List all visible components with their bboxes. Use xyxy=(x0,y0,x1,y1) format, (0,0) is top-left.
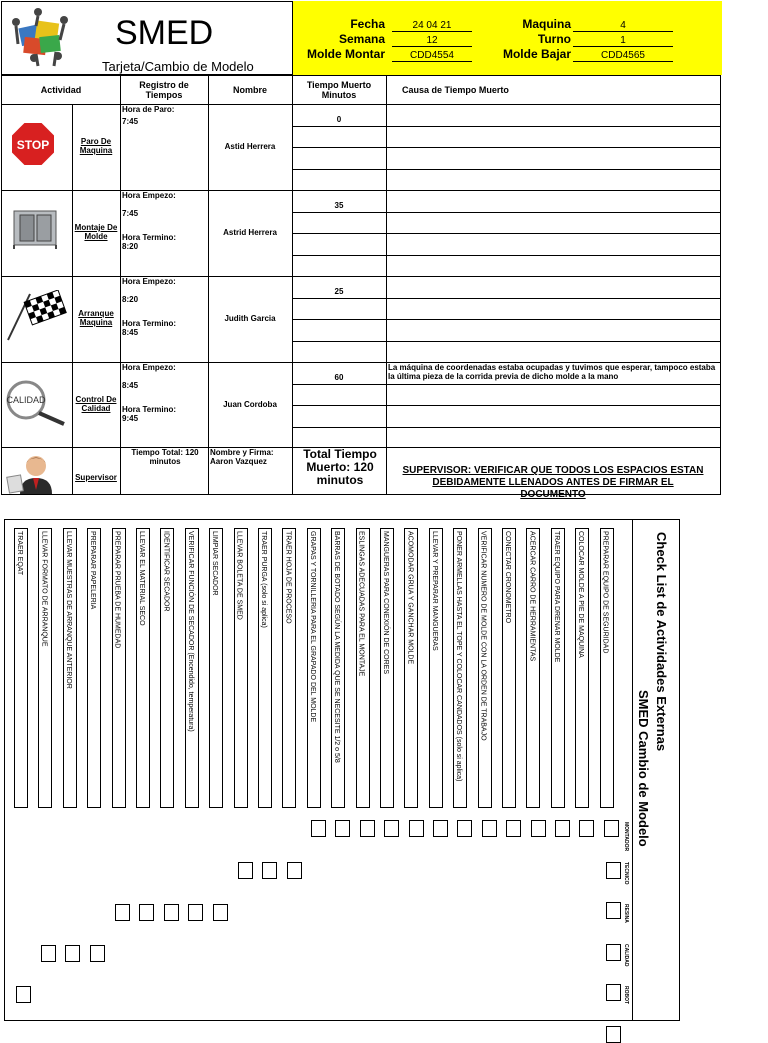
checklist-item-label: CONECTAR CRONOMETRO xyxy=(504,531,511,624)
time-entry: Hora Termino: xyxy=(122,319,177,328)
col-header-actividad: Actividad xyxy=(40,85,82,95)
dead-time-minutes[interactable]: 60 xyxy=(334,373,344,382)
checklist-checkbox[interactable] xyxy=(262,862,277,879)
checklist-checkbox[interactable] xyxy=(90,945,105,962)
checklist-checkbox[interactable] xyxy=(482,820,497,837)
checklist-item-label: IDENTIFICAR SECADOR xyxy=(162,531,170,612)
supervisor-avatar-icon xyxy=(6,450,62,494)
time-entry[interactable]: 8:20 xyxy=(122,242,139,251)
time-entry[interactable]: 8:45 xyxy=(122,328,139,337)
checklist-checkbox[interactable] xyxy=(65,945,80,962)
checklist-item xyxy=(307,528,321,808)
checklist-item-label: LLEVAR FORMATO DE ARRANQUE xyxy=(40,531,48,647)
checklist-item xyxy=(258,528,272,808)
checklist-item-label: PREPARAR PAPELERIA xyxy=(89,531,97,610)
checklist-checkbox[interactable] xyxy=(579,820,594,837)
fecha-label: Fecha xyxy=(350,17,385,31)
checklist-checkbox[interactable] xyxy=(384,820,399,837)
checklist-item-label: MANGUERAS PARA CONEXIÓN DE CORES xyxy=(382,531,389,675)
checklist-checkbox[interactable] xyxy=(604,820,619,837)
checklist-checkbox[interactable] xyxy=(311,820,326,837)
checklist-item xyxy=(600,528,614,808)
dead-time-minutes[interactable]: 35 xyxy=(334,201,344,210)
activity-label: Control De Calidad xyxy=(75,395,117,413)
role-checkbox[interactable] xyxy=(606,1026,621,1043)
time-entry[interactable]: 8:45 xyxy=(122,381,139,390)
role-label: RESINA xyxy=(623,904,629,923)
calidad-icon-text: CALIDAD xyxy=(6,395,46,405)
checklist-item xyxy=(478,528,492,808)
supervisor-note: SUPERVISOR: VERIFICAR QUE TODOS LOS ESPACIOS ESTAN DEBIDAMENTE LLENADOS ANTES DE FIRMAR EL DOCUMENTO xyxy=(402,465,704,500)
fecha-value[interactable]: 24 04 21 xyxy=(392,20,472,32)
checklist-checkbox[interactable] xyxy=(335,820,350,837)
checklist-item xyxy=(404,528,418,808)
role-label: TECNICO xyxy=(623,862,629,885)
time-entry[interactable]: 7:45 xyxy=(122,209,139,218)
time-entry: Hora Empezo: xyxy=(122,277,176,286)
checklist-item xyxy=(209,528,223,808)
role-checkbox[interactable] xyxy=(606,984,621,1001)
checklist-checkbox[interactable] xyxy=(555,820,570,837)
checklist-item xyxy=(38,528,52,808)
dead-time-cause[interactable]: La máquina de coordenadas estaba ocupadas y tuvimos que esperar, tampoco estaba la última pieza de la corrida previa de dicho molde a la mano xyxy=(388,363,716,381)
role-label: ROBOT xyxy=(623,986,629,1005)
checklist-item-label: TRAER EQAT xyxy=(16,531,23,576)
operator-name[interactable]: Astrid Herrera xyxy=(223,228,277,237)
time-entry: Hora de Paro: xyxy=(122,105,175,114)
operator-name[interactable]: Judith Garcia xyxy=(224,314,276,323)
turno-label: Turno xyxy=(537,32,571,46)
checklist-checkbox[interactable] xyxy=(139,904,154,921)
time-entry[interactable]: 7:45 xyxy=(122,117,139,126)
checklist-item-label: LLEVAR EL MATERIAL SECO xyxy=(138,531,145,626)
checklist-checkbox[interactable] xyxy=(16,986,31,1003)
checklist-item-label: GRAPAS Y TORNILLERIA PARA EL GRAPADO DEL MOLDE xyxy=(308,531,316,723)
checklist-item-label: ESLINGAS ADECUADAS PARA EL MONTAJE xyxy=(357,531,365,677)
checkered-flag-icon xyxy=(4,290,68,342)
total-dead-time: Total Tiempo Muerto: 120 minutos xyxy=(303,447,377,487)
page-subtitle: Tarjeta/Cambio de Modelo xyxy=(102,59,254,74)
checklist-item-label: LLEVAR Y PREPARAR MANGUERAS xyxy=(430,531,438,651)
supervisor-signature[interactable]: Nombre y Firma: Aaron Vazquez xyxy=(210,448,274,466)
col-header-nombre: Nombre xyxy=(232,85,267,95)
checklist-checkbox[interactable] xyxy=(287,862,302,879)
checklist-checkbox[interactable] xyxy=(457,820,472,837)
checklist-item xyxy=(575,528,589,808)
checklist-checkbox[interactable] xyxy=(188,904,203,921)
molde-bajar-label: Molde Bajar xyxy=(502,47,571,61)
role-checkbox[interactable] xyxy=(606,902,621,919)
semana-value[interactable]: 12 xyxy=(392,35,472,47)
checklist-checkbox[interactable] xyxy=(433,820,448,837)
checklist-title: Check List de Actividades Externas xyxy=(654,532,669,752)
stop-sign-text: STOP xyxy=(16,138,50,152)
checklist-item-label: LLEVAR MUESTRAS DE ARRANQUE ANTERIOR xyxy=(64,531,72,689)
molde-bajar-value[interactable]: CDD4565 xyxy=(573,50,673,62)
time-entry[interactable]: 8:20 xyxy=(122,295,139,304)
checklist-item xyxy=(380,528,394,808)
role-checkbox[interactable] xyxy=(606,862,621,879)
checklist-item xyxy=(551,528,565,808)
checklist-item xyxy=(160,528,174,808)
semana-label: Semana xyxy=(338,32,385,46)
checklist-checkbox[interactable] xyxy=(409,820,424,837)
checklist-item xyxy=(356,528,370,808)
total-time: Tiempo Total: 120 minutos xyxy=(131,448,199,466)
col-header-causa: Causa de Tiempo Muerto xyxy=(402,85,509,95)
time-entry: Hora Termino: xyxy=(122,405,177,414)
checklist-checkbox[interactable] xyxy=(238,862,253,879)
checklist-item xyxy=(14,528,28,808)
activity-label: Montaje De Molde xyxy=(74,223,118,241)
checklist-subtitle: SMED Cambio de Modelo xyxy=(636,690,651,847)
checklist-item-label: TRAER PURGA (solo si aplica) xyxy=(260,531,267,628)
checklist-checkbox[interactable] xyxy=(41,945,56,962)
checklist-item-label: PREPARAR EQUIPO DE SEGURIDAD xyxy=(601,531,609,654)
checklist-item xyxy=(63,528,77,808)
smed-logo-icon xyxy=(6,4,74,68)
checklist-item-label: BARRAS DE BOTADO SEGÚN LA MEDIDA QUE SE NECESITE 1/2 o 5/8 xyxy=(333,531,341,763)
checklist-checkbox[interactable] xyxy=(115,904,130,921)
activity-label: Arranque Maquina xyxy=(78,309,114,327)
turno-value[interactable]: 1 xyxy=(573,35,673,47)
stop-sign-icon xyxy=(10,121,56,167)
checklist-item xyxy=(502,528,516,808)
checklist-item xyxy=(87,528,101,808)
operator-name[interactable]: Juan Cordoba xyxy=(223,400,277,409)
role-checkbox[interactable] xyxy=(606,944,621,961)
checklist-item-label: PREPARAR PRUEBA DE HUMEDAD xyxy=(113,531,121,649)
dead-time-minutes[interactable]: 25 xyxy=(334,287,344,296)
checklist-checkbox[interactable] xyxy=(164,904,179,921)
checklist-item-label: PONER ARMELLAS HASTA EL TOPE Y COLOCAR CANDADOS (solo si aplica) xyxy=(455,531,463,782)
checklist-item-label: LLEVAR BOLETA DE SMED xyxy=(235,531,243,620)
checklist-item-label: VERIFICAR NUMERO DE MOLDE CON LA ORDEN DE TRABAJO xyxy=(479,531,487,741)
checklist-item xyxy=(526,528,540,808)
supervisor-label: Supervisor xyxy=(75,473,117,482)
activity-label: Paro De Maquina xyxy=(79,137,113,155)
checklist-item-label: TRAER HOJA DE PROCESO xyxy=(284,531,292,624)
maquina-label: Maquina xyxy=(522,17,571,31)
checklist-checkbox[interactable] xyxy=(213,904,228,921)
checklist-item xyxy=(331,528,345,808)
checklist-item-label: VERIFICAR FUNCIÓN DE SECADOR (Encendido, temperatura) xyxy=(186,531,194,732)
role-label: MONTADOR xyxy=(623,822,629,852)
checklist-item-label: ACERCAR CARRO DE HERRAMIENTAS xyxy=(528,531,536,662)
time-entry: Hora Empezo: xyxy=(122,363,176,372)
checklist-item xyxy=(282,528,296,808)
checklist-item xyxy=(429,528,443,808)
checklist-checkbox[interactable] xyxy=(360,820,375,837)
role-label: CALIDAD xyxy=(623,944,629,967)
checklist-item-label: LIMPIAR SECADOR xyxy=(211,531,219,596)
time-entry[interactable]: 9:45 xyxy=(122,414,139,423)
dead-time-minutes[interactable]: 0 xyxy=(336,115,342,124)
checklist-item-label: TRAER EQUIPO PARA DRENAR MOLDE xyxy=(552,531,560,663)
checklist-checkbox[interactable] xyxy=(531,820,546,837)
col-header-tiempo: Tiempo Muerto Minutos xyxy=(306,80,372,100)
maquina-value[interactable]: 4 xyxy=(573,20,673,32)
checklist-item xyxy=(453,528,467,808)
molde-montar-value[interactable]: CDD4554 xyxy=(392,50,472,62)
checklist-item-label: COLOCAR MOLDE A PIE DE MAQUINA xyxy=(577,531,585,658)
mold-machine-icon xyxy=(10,205,60,250)
time-entry: Hora Empezo: xyxy=(122,191,176,200)
checklist-item xyxy=(234,528,248,808)
quality-magnifier-icon xyxy=(2,378,68,428)
molde-montar-label: Molde Montar xyxy=(307,47,385,61)
checklist-checkbox[interactable] xyxy=(506,820,521,837)
col-header-registro: Registro de Tiempos xyxy=(139,80,189,100)
checklist-item xyxy=(136,528,150,808)
checklist-item xyxy=(185,528,199,808)
checklist-item-label: ACOMODAR GRUA Y GANCHAR MOLDE xyxy=(406,531,414,665)
operator-name[interactable]: Astid Herrera xyxy=(224,142,276,151)
page-title: SMED xyxy=(115,14,214,52)
time-entry: Hora Termino: xyxy=(122,233,177,242)
checklist-item xyxy=(112,528,126,808)
